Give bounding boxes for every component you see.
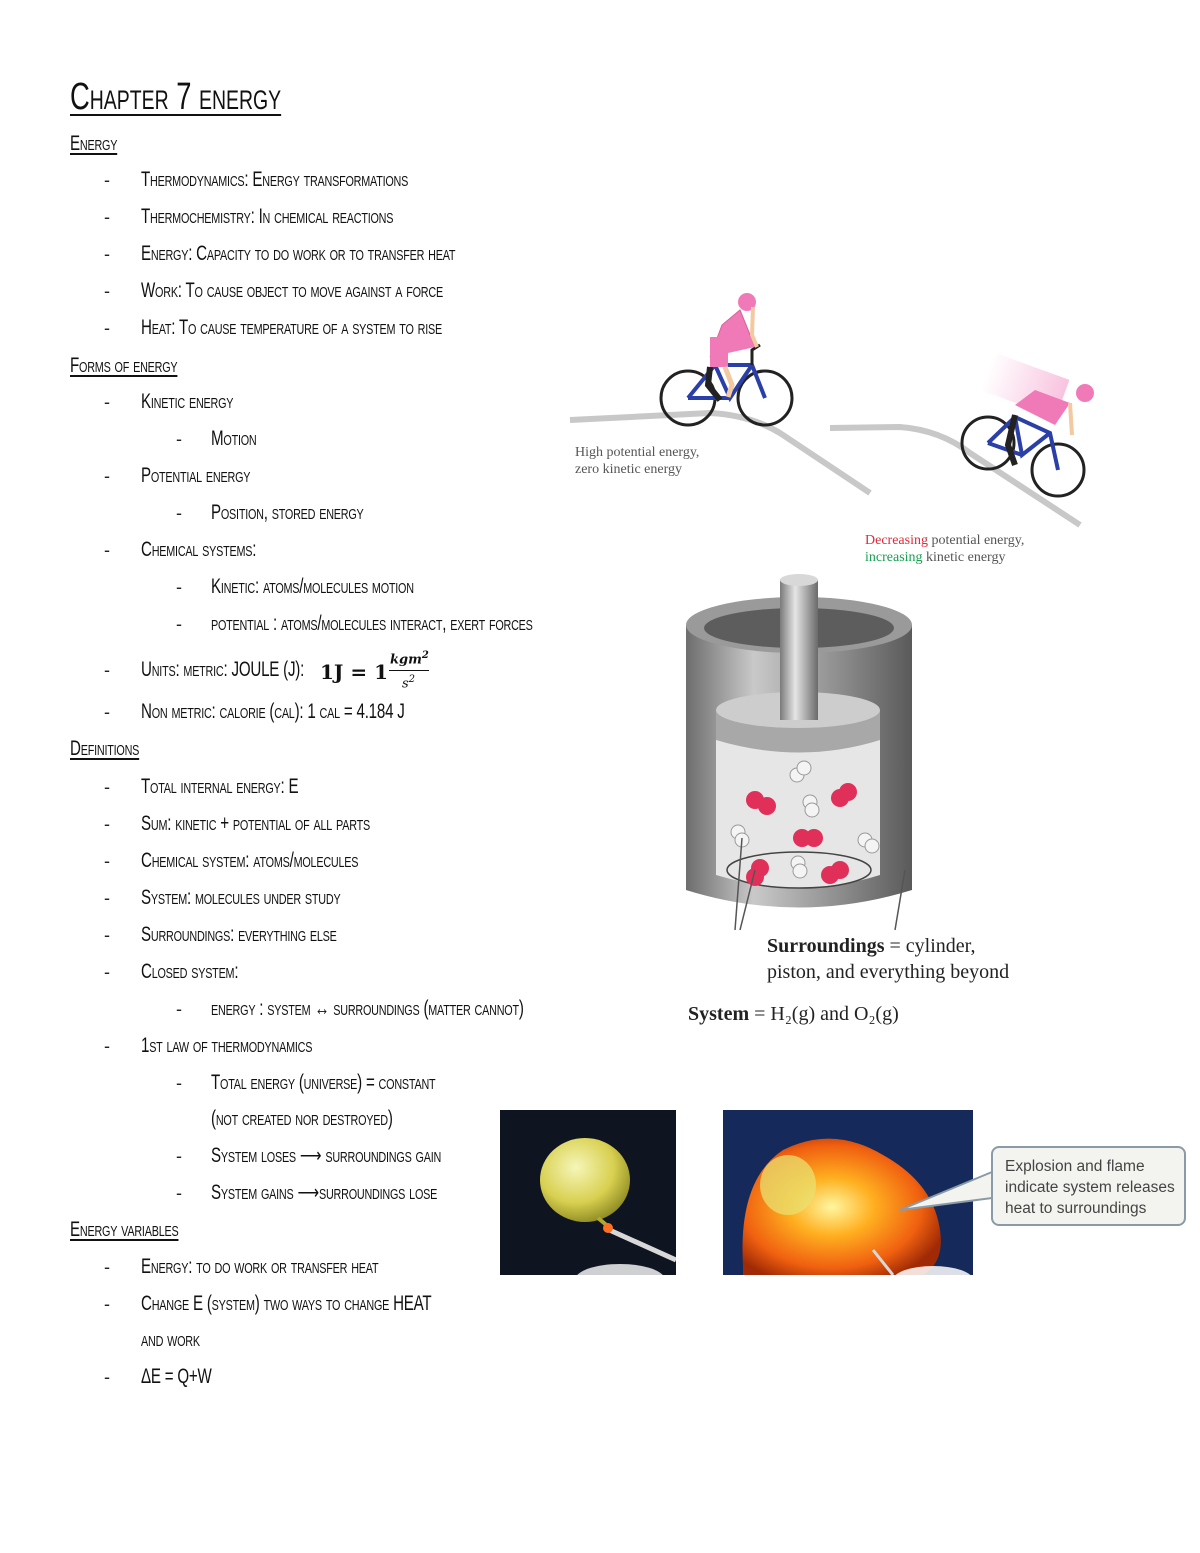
- bullet-dash: -: [104, 925, 110, 945]
- bullet-dash: -: [176, 999, 182, 1019]
- cyclist-top-of-hill: [661, 293, 792, 425]
- bullet-dash: -: [176, 1073, 182, 1093]
- list-item: Closed system:: [141, 960, 239, 983]
- bullet-dash: -: [104, 1294, 110, 1314]
- bullet-dash: -: [104, 660, 110, 680]
- formula-lhs: 1J = 1: [320, 660, 388, 684]
- list-subitem: energy : system ↔ surroundings (matter cannot): [211, 997, 524, 1020]
- bullet-dash: -: [104, 540, 110, 560]
- explosion-callout: Explosion and flame indicate system releases heat to surroundings: [991, 1146, 1186, 1226]
- list-item: Thermodynamics: Energy transformations: [141, 168, 409, 191]
- bullet-dash: -: [104, 702, 110, 722]
- balloon-photo: [500, 1110, 676, 1275]
- list-subitem: Kinetic: atoms/molecules motion: [211, 575, 414, 598]
- callout-pointer: [892, 1170, 996, 1220]
- bullet-dash: -: [104, 851, 110, 871]
- bullet-dash: -: [104, 281, 110, 301]
- list-subitem: Total energy (universe) = constant: [211, 1071, 436, 1094]
- list-item: System: molecules under study: [141, 886, 341, 909]
- list-subitem: Position, stored energy: [211, 501, 364, 524]
- list-item: Potential energy: [141, 464, 251, 487]
- bullet-dash: -: [104, 392, 110, 412]
- list-subitem-continued: (not created nor destroyed): [211, 1107, 393, 1130]
- list-item: Units: metric: JOULE (J):: [141, 658, 305, 681]
- bullet-dash: -: [104, 207, 110, 227]
- list-subitem: Motion: [211, 427, 257, 450]
- section-heading-definitions: Definitions: [70, 737, 140, 760]
- bullet-dash: -: [104, 170, 110, 190]
- fraction-bar: [389, 670, 429, 671]
- hill-slope-right: [830, 427, 1080, 525]
- bullet-dash: -: [176, 577, 182, 597]
- list-item: Heat: To cause temperature of a system to rise: [141, 316, 442, 339]
- system-label: System = H₂(g) and O₂(g): [688, 1003, 899, 1025]
- bullet-dash: -: [176, 429, 182, 449]
- bullet-dash: -: [104, 1367, 110, 1387]
- list-subitem: System loses ⟶ surroundings gain: [211, 1144, 442, 1167]
- section-heading-energy: Energy: [70, 132, 118, 155]
- bullet-dash: -: [104, 962, 110, 982]
- balloon: [540, 1138, 630, 1222]
- bullet-dash: -: [104, 466, 110, 486]
- list-item: Total internal energy: E: [141, 775, 299, 798]
- list-item: ΔE = Q+W: [141, 1365, 212, 1388]
- list-item: Chemical systems:: [141, 538, 257, 561]
- list-item: Sum: kinetic + potential of all parts: [141, 812, 370, 835]
- bullet-dash: -: [176, 1183, 182, 1203]
- section-heading-forms: Forms of energy: [70, 354, 178, 377]
- bullet-dash: -: [104, 888, 110, 908]
- bullet-dash: -: [104, 1036, 110, 1056]
- list-item: Chemical system: atoms/molecules: [141, 849, 359, 872]
- list-item: Surroundings: everything else: [141, 923, 337, 946]
- bullet-dash: -: [176, 614, 182, 634]
- formula-denominator: $s^2$: [402, 674, 416, 692]
- bike-caption-1: High potential energy, zero kinetic energy: [575, 445, 700, 477]
- bullet-dash: -: [104, 777, 110, 797]
- page-title: Chapter 7 energy: [70, 76, 282, 118]
- list-subitem: potential : atoms/molecules interact, exert forces: [211, 612, 533, 635]
- bullet-dash: -: [104, 244, 110, 264]
- list-subitem: System gains ⟶surroundings lose: [211, 1181, 438, 1204]
- list-item: Work: To cause object to move against a force: [141, 279, 443, 302]
- cyclist-descending: [962, 353, 1094, 496]
- bike-caption-2: Decreasing potential energy, increasing kinetic energy: [865, 533, 1025, 565]
- formula-numerator: kgm$^2$: [390, 650, 429, 668]
- list-item: Thermochemistry: In chemical reactions: [141, 205, 394, 228]
- section-heading-variables: Energy variables: [70, 1218, 179, 1241]
- list-item: Non metric: calorie (cal): 1 cal = 4.184 J: [141, 700, 405, 723]
- list-item: 1st law of thermodynamics: [141, 1034, 313, 1057]
- piston-rod: [780, 580, 818, 720]
- piston-cylinder-figure: [680, 570, 920, 930]
- bullet-dash: -: [176, 503, 182, 523]
- cyclist-figure: [560, 285, 1100, 535]
- list-item: Energy: to do work or transfer heat: [141, 1255, 379, 1278]
- bullet-dash: -: [176, 1146, 182, 1166]
- list-item: Kinetic energy: [141, 390, 234, 413]
- surroundings-label: Surroundings = cylinder, piston, and everything beyond: [767, 935, 1010, 983]
- list-item: Energy: Capacity to do work or to transfer heat: [141, 242, 456, 265]
- bullet-dash: -: [104, 318, 110, 338]
- bullet-dash: -: [104, 814, 110, 834]
- bullet-dash: -: [104, 1257, 110, 1277]
- list-item-continued: and work: [141, 1328, 200, 1351]
- list-item: Change E (system) two ways to change HEAT: [141, 1292, 432, 1315]
